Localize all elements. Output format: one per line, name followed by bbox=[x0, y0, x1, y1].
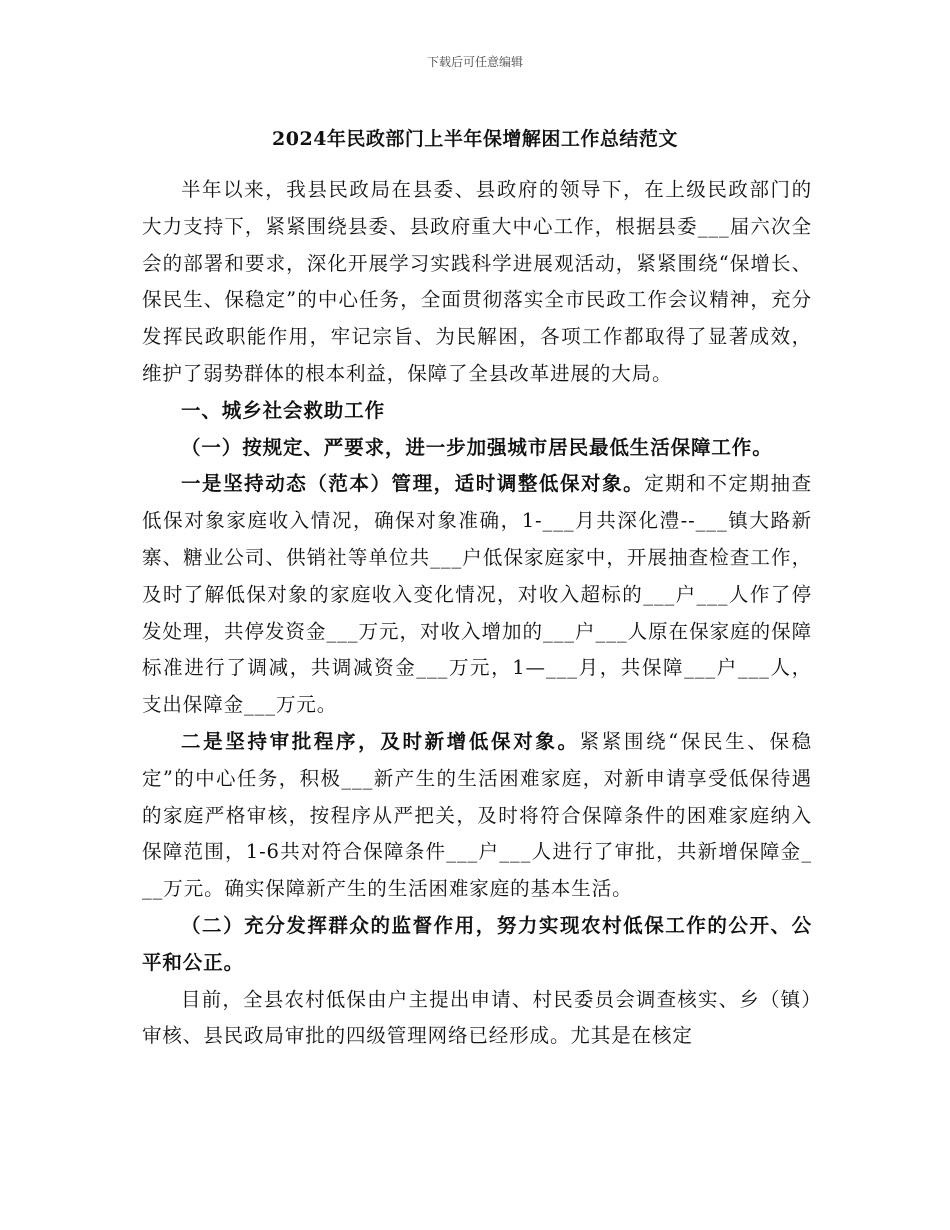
paragraph-dynamic-management bbox=[142, 466, 812, 724]
subsection-heading-1: （一）按规定、严要求，进一步加强城市居民最低生活保障工作。 bbox=[181, 435, 773, 459]
paragraph-lead: 一是坚持动态（范本）管理，适时调整低保对象。 bbox=[181, 472, 645, 496]
subsection-heading-2: （二）充分发挥群众的监督作用，努力实现农村低保工作的公开、公平和公正。 bbox=[142, 913, 812, 974]
header-note: 下载后可任意编辑 bbox=[426, 55, 523, 69]
document-title: 2024年民政部门上半年保增解困工作总结范文 bbox=[272, 128, 678, 150]
paragraph-text: 紧紧围绕“保民生、保稳定”的中心任务，积极___新产生的生活困难家庭，对新申请享受低保待遇的家庭严格审核，按程序从严把关，及时将符合保障条件的困难家庭纳入保障范围，1-6共对符合保障条件___户___人进行了审批，共新增保障金___万元。确实保障新产生的生活困难家庭的基本生活。 bbox=[142, 729, 812, 901]
section-heading-1: 一、城乡社会救助工作 bbox=[181, 398, 386, 422]
paragraph-approval-procedure bbox=[142, 724, 812, 908]
paragraph-intro: 半年以来，我县民政局在县委、县政府的领导下，在上级民政部门的大力支持下，紧紧围绕县委、县政府重大中心工作，根据县委___届六次全会的部署和要求，深化开展学习实践科学进展观活动，紧紧围绕“保增长、保民生、保稳定”的中心任务，全面贯彻落实全市民政工作会议精神，充分发挥民政职能作用，牢记宗旨、为民解困，各项工作都取得了显著成效，维护了弱势群体的根本利益，保障了全县改革进展的大局。 bbox=[142, 178, 812, 385]
paragraph-rural-management: 目前，全县农村低保由户主提出申请、村民委员会调查核实、乡（镇）审核、县民政局审批的四级管理网络已经形成。尤其是在核定 bbox=[142, 987, 812, 1048]
paragraph-text: 定期和不定期抽查低保对象家庭收入情况，确保对象准确，1-___月共深化澧--___镇大路新寨、糖业公司、供销社等单位共___户低保家庭家中，开展抽查检查工作，及时了解低保对象的家庭收入变化情况，对收入超标的___户___人作了停发处理，共停发资金___万元，对收入增加的___户___人原在保家庭的保障标准进行了调减，共调减资金___万元，1—___月，共保障___户___人，支出保障金___万元。 bbox=[142, 472, 812, 717]
paragraph-lead: 二是坚持审批程序，及时新增低保对象。 bbox=[181, 729, 580, 753]
document-body bbox=[142, 172, 812, 1055]
